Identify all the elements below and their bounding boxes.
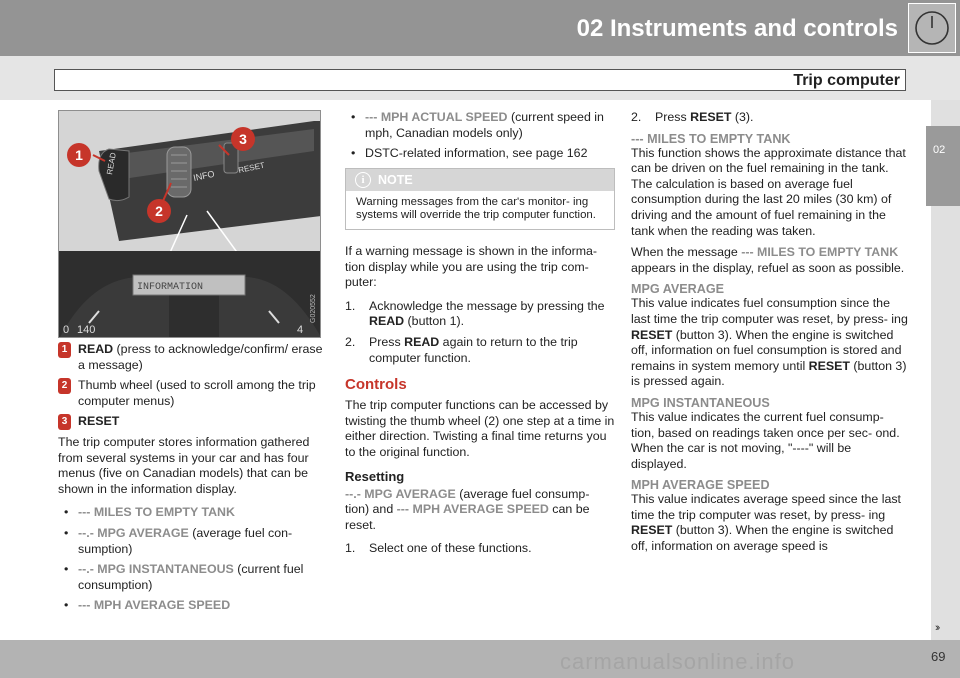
step-number: 1. <box>345 298 356 313</box>
chapter-title: 02 Instruments and controls <box>576 15 898 42</box>
step-item <box>345 541 615 557</box>
step-item <box>345 335 615 366</box>
next-page-icon[interactable]: ›› <box>935 622 939 634</box>
reset-bold: RESET <box>808 358 850 373</box>
speed-tick-0: 0 <box>63 324 70 336</box>
menu-code: --- MPH ACTUAL SPEED <box>365 110 508 124</box>
legend-text: Thumb wheel (used to scroll among the trip computer menus) <box>78 378 316 408</box>
mph-average-paragraph <box>631 492 909 554</box>
step-text: again to return to the trip computer function. <box>369 334 578 365</box>
subtitle-box <box>54 69 906 91</box>
mph-average-heading: MPH AVERAGE SPEED <box>631 478 770 493</box>
callout-3: 3 <box>239 131 247 147</box>
menu-code: --- MILES TO EMPTY TANK <box>741 245 899 260</box>
menu-desc: (current fuel consumption) <box>78 562 304 592</box>
mpg-average-text: (button 3). When the engine is switched off, information on fuel consumption is stored and remains in system memory until <box>631 327 902 373</box>
stalk-label-reset: RESET <box>237 160 266 175</box>
miles-warning-text: appears in the display, refuel as soon as possible. <box>631 260 905 275</box>
step-item <box>345 299 615 330</box>
mpg-average-paragraph <box>631 296 909 390</box>
step-text: Press <box>369 334 405 349</box>
chapter-tab-label: 02 <box>933 144 946 156</box>
resetting-text: (average fuel consump- tion) and <box>345 486 590 517</box>
watermark: carmanualsonline.info <box>560 649 796 674</box>
menu-bullet <box>345 110 615 141</box>
step-number: 2. <box>631 110 642 124</box>
note-box <box>345 168 615 230</box>
menu-code: --.- MPG AVERAGE <box>78 525 189 540</box>
legend-item <box>58 414 328 430</box>
menu-bullet <box>58 526 328 557</box>
note-header <box>346 169 614 191</box>
resetting-text: can be reset. <box>345 502 590 532</box>
step-text: Press <box>655 110 691 124</box>
mph-average-text: This value indicates average speed since the last time the trip computer was reset, by press- ing <box>631 492 901 522</box>
step-bold: RESET <box>690 110 732 124</box>
reset-bold: RESET <box>631 523 673 538</box>
legend-badge: 1 <box>58 342 71 358</box>
step-text: (button 1). <box>404 314 465 329</box>
step-text: (3). <box>731 110 754 124</box>
menu-bullet <box>345 146 615 162</box>
mpg-instantaneous-paragraph: This value indicates the current fuel consump- tion, based on readings taken once per sec- ond. When the car is not moving, "----" will be displayed. <box>631 409 900 471</box>
step-number: 2. <box>345 334 356 349</box>
legend-text: (press to acknowledge/confirm/ erase a message) <box>78 342 323 372</box>
step-bold: READ <box>404 334 440 349</box>
page-number: 69 <box>931 649 946 664</box>
legend-bold: RESET <box>78 414 120 429</box>
stalk-label-info: INFO <box>192 168 216 183</box>
miles-heading: --- MILES TO EMPTY TANK <box>631 131 791 146</box>
menu-code: --- MPH AVERAGE SPEED <box>396 502 549 517</box>
step-text: Acknowledge the message by pressing the <box>369 298 605 313</box>
gauge-icon <box>908 3 956 53</box>
note-title: NOTE <box>378 172 413 187</box>
tach-tick-4: 4 <box>297 324 304 336</box>
mpg-average-text: (button 3) is pressed again. <box>631 358 907 389</box>
menu-code: --.- MPG INSTANTANEOUS <box>78 562 234 577</box>
stalk-figure <box>58 110 321 338</box>
display-text: INFORMATION <box>137 282 204 293</box>
mpg-average-heading: MPG AVERAGE <box>631 282 725 297</box>
intro-paragraph: The trip computer stores information gathered from several systems in your car and has four menus (five on Canadian models) that can be shown in the information display. <box>58 434 310 496</box>
menu-code: --.- MPG AVERAGE <box>345 486 456 501</box>
resetting-heading: Resetting <box>345 468 405 484</box>
miles-warning <box>631 245 909 276</box>
mph-average-text: (button 3). When the engine is switched off, information on average speed is <box>631 523 894 554</box>
column-middle <box>345 110 615 562</box>
legend-bold: READ <box>78 342 114 356</box>
menu-code: --- MILES TO EMPTY TANK <box>78 505 235 520</box>
menu-bullet <box>58 562 328 593</box>
menu-desc: (average fuel con- sumption) <box>78 525 293 556</box>
step-number: 1. <box>345 541 356 556</box>
mpg-instantaneous-heading: MPG INSTANTANEOUS <box>631 395 770 410</box>
miles-warning-text: When the message <box>631 245 742 260</box>
step-bold: READ <box>369 314 405 329</box>
mpg-average-text: This value indicates fuel consumption since the last time the trip computer was reset, by press- ing <box>631 296 908 326</box>
reset-bold: RESET <box>631 327 673 342</box>
warning-intro: If a warning message is shown in the informa- tion display while you are using the trip com- puter: <box>345 243 598 290</box>
callout-2: 2 <box>155 203 163 219</box>
callout-1: 1 <box>75 147 83 163</box>
column-right <box>631 110 909 561</box>
section-title: Trip computer <box>793 72 900 89</box>
menu-bullet <box>58 598 328 614</box>
controls-heading: Controls <box>345 376 407 394</box>
menu-desc: (current speed in mph, Canadian models only) <box>365 110 604 140</box>
menu-bullet <box>58 505 328 521</box>
info-icon: i <box>355 172 371 188</box>
legend-badge: 2 <box>58 378 71 394</box>
miles-paragraph: This function shows the approximate distance that can be driven on the fuel remaining in the tank. The calculation is based on average fuel consumption during the last 20 miles (30 km) of driving and the amount of fuel remaining in the tank when the reading was taken. <box>631 145 906 238</box>
speed-tick-140: 140 <box>77 324 96 336</box>
note-body: Warning messages from the car's monitor- ing systems will override the trip computer function. <box>356 195 596 222</box>
resetting-paragraph <box>345 487 615 534</box>
column-left <box>58 110 328 619</box>
legend-badge: 3 <box>58 414 71 430</box>
stalk-label-read: READ <box>105 151 118 176</box>
menu-desc: DSTC-related information, see page 162 <box>365 146 588 161</box>
legend-item <box>58 342 328 373</box>
controls-paragraph: The trip computer functions can be accessed by twisting the thumb wheel (2) one step at a time in either direction. Twisting a final time returns you to the original function. <box>345 398 615 459</box>
step-text: Select one of these functions. <box>369 541 532 556</box>
menu-code: --- MPH AVERAGE SPEED <box>78 598 231 613</box>
step-item <box>631 110 909 126</box>
chapter-tab[interactable] <box>926 126 960 206</box>
legend-item <box>58 378 328 409</box>
figure-code: G020552 <box>310 294 317 323</box>
footer-bar <box>0 640 960 678</box>
